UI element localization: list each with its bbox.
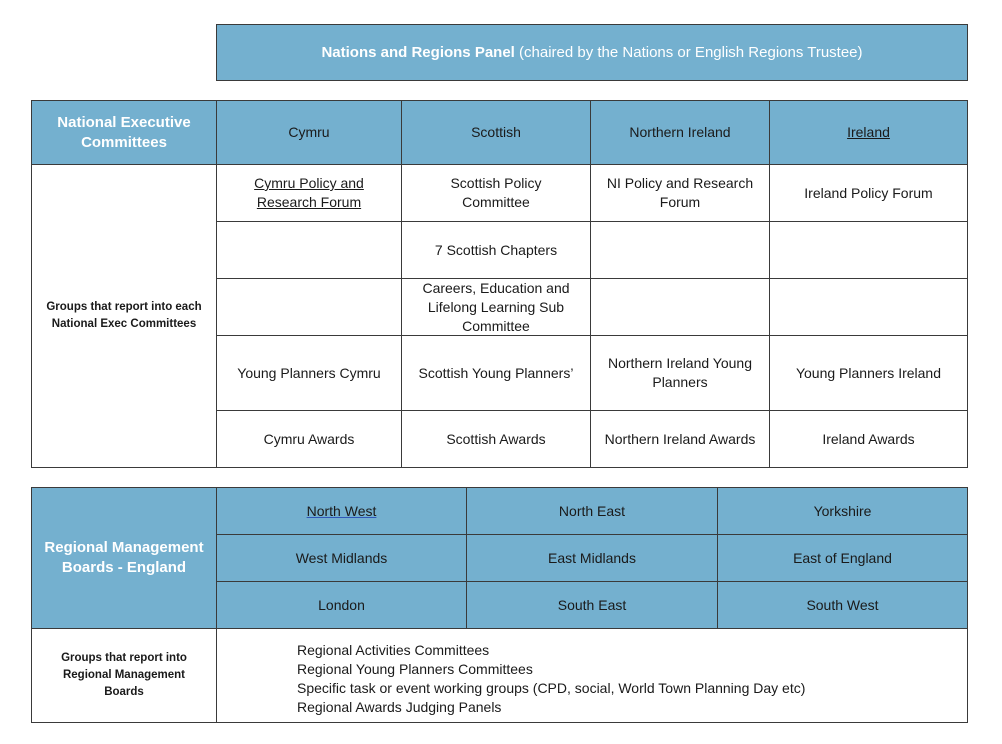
column-northern-ireland: Northern Ireland xyxy=(590,100,770,165)
ireland-awards-cell: Ireland Awards xyxy=(769,410,968,468)
cymru-awards-cell: Cymru Awards xyxy=(216,410,402,468)
ni-row2-cell xyxy=(590,221,770,279)
regional-boards-header: Regional Management Boards - England xyxy=(31,487,217,629)
ni-awards-cell: Northern Ireland Awards xyxy=(590,410,770,468)
ni-row3-cell xyxy=(590,278,770,336)
column-cymru: Cymru xyxy=(216,100,402,165)
scottish-awards-cell: Scottish Awards xyxy=(401,410,591,468)
region-east-midlands: East Midlands xyxy=(466,534,718,582)
national-exec-header: National Executive Committees xyxy=(31,100,217,165)
list-item: Regional Young Planners Committees xyxy=(297,661,533,677)
ireland-young-planners-cell: Young Planners Ireland xyxy=(769,335,968,411)
cymru-row3-cell xyxy=(216,278,402,336)
panel-title xyxy=(321,43,862,62)
column-ireland[interactable]: Ireland xyxy=(769,100,968,165)
ireland-policy-cell: Ireland Policy Forum xyxy=(769,164,968,222)
region-east-of-england: East of England xyxy=(717,534,968,582)
national-groups-label: Groups that report into each National Exec Committees xyxy=(31,164,217,468)
region-north-east: North East xyxy=(466,487,718,535)
scottish-young-planners-cell: Scottish Young Planners’ xyxy=(401,335,591,411)
panel-title-subtitle: (chaired by the Nations or English Regions Trustee) xyxy=(519,44,863,61)
region-south-west: South West xyxy=(717,581,968,629)
region-south-east: South East xyxy=(466,581,718,629)
list-item: Regional Activities Committees xyxy=(297,642,490,658)
region-london: London xyxy=(216,581,467,629)
young-planners-cymru-cell: Young Planners Cymru xyxy=(216,335,402,411)
region-north-west[interactable]: North West xyxy=(216,487,467,535)
ireland-row3-cell xyxy=(769,278,968,336)
scottish-chapters-cell: 7 Scottish Chapters xyxy=(401,221,591,279)
scottish-careers-cell: Careers, Education and Lifelong Learning Sub Committee xyxy=(401,278,591,336)
region-yorkshire: Yorkshire xyxy=(717,487,968,535)
panel-title-bold: Nations and Regions Panel xyxy=(321,44,515,61)
cymru-policy-cell[interactable]: Cymru Policy and Research Forum xyxy=(216,164,402,222)
ni-policy-cell: NI Policy and Research Forum xyxy=(590,164,770,222)
panel-title-box xyxy=(216,24,968,81)
region-west-midlands: West Midlands xyxy=(216,534,467,582)
column-scottish: Scottish xyxy=(401,100,591,165)
list-item: Regional Awards Judging Panels xyxy=(297,699,502,715)
list-item: Specific task or event working groups (CPD, social, World Town Planning Day etc) xyxy=(297,680,806,696)
ireland-row2-cell xyxy=(769,221,968,279)
regional-groups-list xyxy=(216,628,968,723)
cymru-row2-cell xyxy=(216,221,402,279)
scottish-policy-cell: Scottish Policy Committee xyxy=(401,164,591,222)
ni-young-planners-cell: Northern Ireland Young Planners xyxy=(590,335,770,411)
regional-groups-label: Groups that report into Regional Management Boards xyxy=(31,628,217,723)
